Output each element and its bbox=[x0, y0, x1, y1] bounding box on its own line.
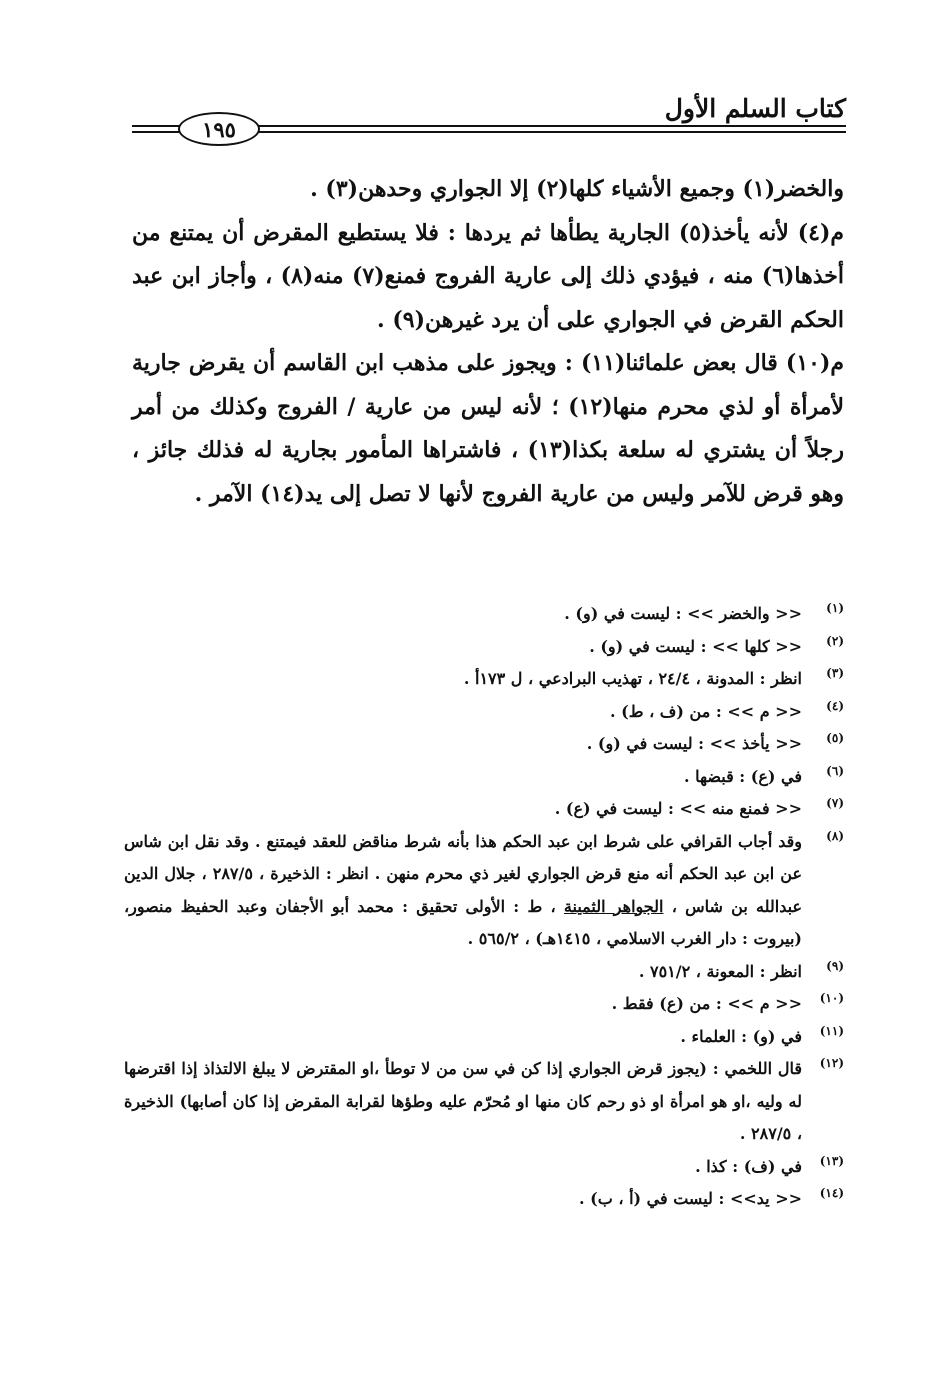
footnote bbox=[124, 826, 844, 956]
footnote-number: (٤) bbox=[826, 698, 844, 713]
footnote bbox=[124, 696, 844, 729]
footnote-text: انظر : المعونة ، ٧٥١/٢ . bbox=[638, 961, 802, 981]
footnote bbox=[124, 1183, 844, 1216]
body-paragraph: م(٤) لأنه يأخذ(٥) الجارية يطأها ثم يردها : فلا يستطيع المقرض أن يمتنع من أخذها(٦) منه ، فيؤدي ذلك إلى عارية الفروج فمنع(٧) منه(٨) ، وأجاز ابن عبد الحكم القرض في الجواري على أن يرد غيرهن(٩) . bbox=[132, 219, 844, 333]
footnotes-section bbox=[124, 598, 844, 1216]
footnote-number: (١٤) bbox=[819, 1186, 844, 1200]
footnote-number: (٩) bbox=[826, 958, 844, 973]
footnote-number: (١٠) bbox=[819, 991, 844, 1005]
footnote bbox=[124, 761, 844, 794]
footnote bbox=[124, 793, 844, 826]
footnote-text: انظر : المدونة ، ٢٤/٤ ، تهذيب البرادعي ، ل ١٧٣أ . bbox=[463, 669, 802, 688]
footnote-number: (٦) bbox=[826, 763, 844, 778]
footnote-text: في (ف) : كذا . bbox=[695, 1156, 802, 1176]
footnote-number: (٢) bbox=[826, 633, 844, 648]
body-paragraph: م(١٠) قال بعض علمائنا(١١) : ويجوز على مذهب ابن القاسم أن يقرض جارية لأمرأة أو لذي محرم منها(١٢) ؛ لأنه ليس من عارية / الفروج وكذلك من أمر رجلاً أن يشتري له سلعة بكذا(١٣) ، فاشتراها المأمور بجارية له فذلك جائز ، وهو قرض للآمر وليس من عارية الفروج لأنها لا تصل إلى يد(١٤) الآمر . bbox=[132, 350, 845, 507]
footnote bbox=[124, 1151, 844, 1184]
footnote-text: << كلها >> : ليست في (و) . bbox=[589, 636, 802, 656]
main-text-block bbox=[132, 168, 844, 516]
footnote-text: << فمنع منه >> : ليست في (ع) . bbox=[554, 799, 802, 818]
footnote bbox=[124, 1021, 844, 1054]
book-title-reference: الجواهر الثمينة bbox=[563, 896, 664, 916]
body-paragraph: والخضر(١) وجميع الأشياء كلها(٢) إلا الجواري وحدهن(٣) . bbox=[310, 176, 844, 202]
footnote bbox=[124, 1053, 844, 1151]
footnote-number: (٨) bbox=[826, 828, 844, 843]
footnote-text: قال اللخمي : (يجوز قرض الجواري إذا كن في سن من لا توطأ ،او المقترض لا يبلغ الالتذاذ إذا اقترضها له وليه ،او هو امرأة او ذو رحم كان منها او مُحرّم عليه وطؤها لقرابة المقرض إذا كان أصابها) الذخيرة ، ٢٨٧/٥ . bbox=[124, 1059, 802, 1143]
footnote-text: << م >> : من (ف ، ط) . bbox=[609, 701, 802, 721]
footnote-number: (٧) bbox=[826, 796, 844, 810]
footnote bbox=[124, 988, 844, 1021]
footnote-number: (٥) bbox=[826, 731, 844, 745]
footnote bbox=[124, 728, 844, 761]
footnote-text: << م >> : من (ع) فقط . bbox=[611, 994, 802, 1013]
footnote-text: << يد>> : ليست في (أ ، ب) . bbox=[579, 1189, 802, 1208]
footnote-text: << والخضر >> : ليست في (و) . bbox=[564, 604, 802, 623]
footnote bbox=[124, 631, 844, 664]
footnote-number: (١٢) bbox=[819, 1056, 844, 1070]
footnote-text-continued: ، ط : الأولى تحقيق : محمد أبو الأجفان وعبد الحفيظ منصور، (بيروت : دار الغرب الاسلامي ، ١٤١٥هـ) ، ٥٦٥/٢ . bbox=[124, 896, 802, 948]
footnote-text: << يأخذ >> : ليست في (و) . bbox=[586, 734, 802, 753]
footnote-number: (٣) bbox=[826, 666, 844, 680]
running-header-title: كتاب السلم الأول bbox=[664, 94, 846, 123]
footnote bbox=[124, 956, 844, 989]
footnote-number: (١) bbox=[826, 601, 844, 615]
footnote-text: وقد أجاب القرافي على شرط ابن عبد الحكم هذا بأنه شرط مناقض للعقد فيمتنع . وقد نقل ابن شاس عن ابن عبد الحكم أنه منع قرض الجواري لغير ذي محرم منهن . انظر : الذخيرة ، ٢٨٧/٥ ، جلال الدين عبدالله بن شاس ، bbox=[124, 831, 803, 916]
page-number: ١٩٥ bbox=[202, 116, 236, 142]
footnote-number: (١٣) bbox=[819, 1153, 844, 1168]
footnote-number: (١١) bbox=[819, 1023, 844, 1038]
footnote-text: في (ع) : قبضها . bbox=[683, 766, 802, 786]
footnote bbox=[124, 598, 844, 631]
page-number-badge bbox=[178, 112, 260, 146]
footnote bbox=[124, 663, 844, 696]
footnote-text: في (و) : العلماء . bbox=[680, 1026, 802, 1046]
